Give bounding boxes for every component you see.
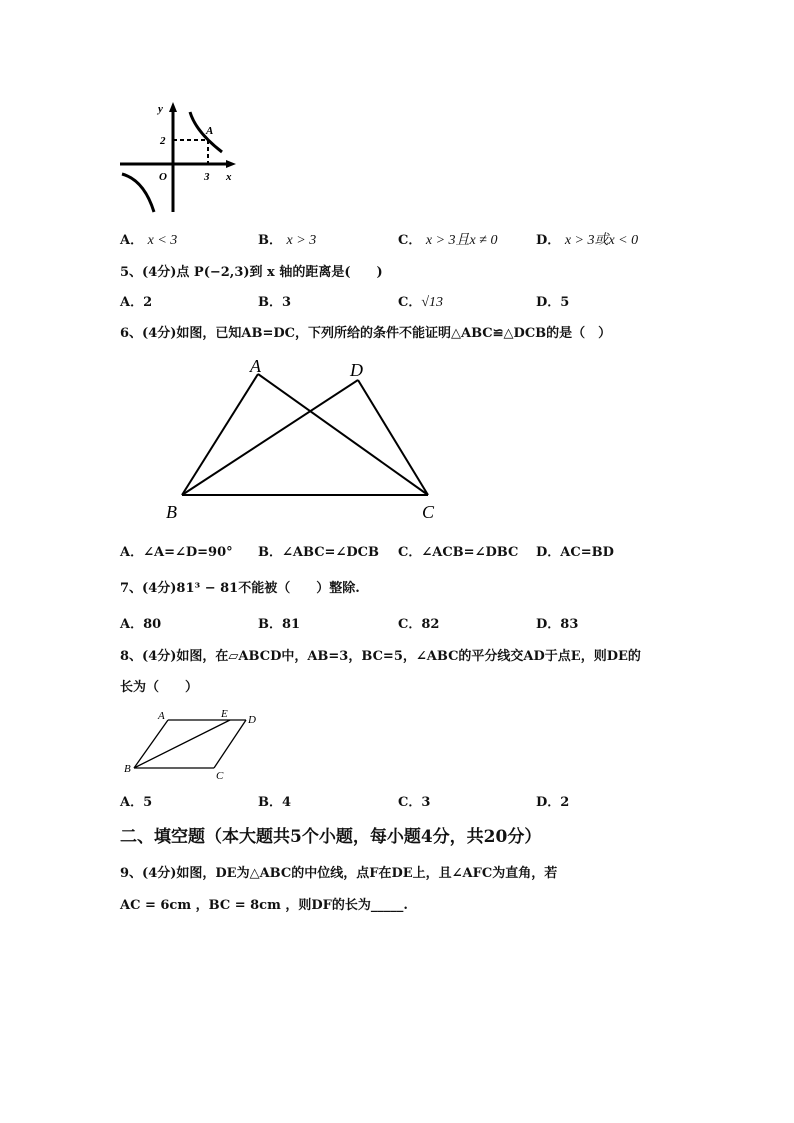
q7-text: 81³ − 81不能被（ ）整除. <box>176 581 360 596</box>
vertex-d-label: D <box>248 714 256 726</box>
vertex-a-label: A <box>158 710 165 722</box>
q7-option-c[interactable]: C．82 <box>398 617 440 632</box>
segment-dc <box>358 380 428 495</box>
vertex-a-label: A <box>250 356 261 376</box>
q4-option-b[interactable]: B． x > 3 <box>258 233 317 248</box>
q8-text: 如图，在▱ABCD中，AB=3，BC=5，∠ABC的平分线交AD于点E，则DE的 <box>176 649 641 664</box>
q8-option-b[interactable]: B．4 <box>258 795 292 810</box>
q5-option-a[interactable]: A．2 <box>120 295 153 310</box>
q4-option-a[interactable]: A． x < 3 <box>120 233 178 248</box>
q7-number: 7、(4分) <box>120 581 177 596</box>
tick-y-label: 2 <box>160 135 166 147</box>
q9-question-line2: AC = 6cm ，BC = 8cm ，则DF的长为_____. <box>120 898 408 913</box>
q6-option-c[interactable]: C．∠ACB=∠DBC <box>398 545 519 560</box>
q5-option-d[interactable]: D．5 <box>536 295 570 310</box>
q6-number: 6、(4分) <box>120 326 177 341</box>
q5-option-c[interactable]: C．√13 <box>398 295 444 310</box>
q6-option-b[interactable]: B．∠ABC=∠DCB <box>258 545 379 560</box>
q4-option-d[interactable]: D． x > 3或x < 0 <box>536 233 639 248</box>
vertex-b-label: B <box>166 502 177 522</box>
segment-ac <box>258 374 428 495</box>
section-heading-fill-in: 二、填空题（本大题共5个小题，每小题4分，共20分） <box>120 827 542 847</box>
q7-option-d[interactable]: D．83 <box>536 617 579 632</box>
tick-x-label: 3 <box>204 171 210 183</box>
q6-question <box>120 322 611 341</box>
segment-be <box>134 720 230 768</box>
q8-parallelogram-figure <box>120 706 270 782</box>
vertex-d-label: D <box>350 360 363 380</box>
q8-option-d[interactable]: D．2 <box>536 795 570 810</box>
vertex-c-label: C <box>216 770 224 782</box>
x-axis-label: x <box>226 171 232 183</box>
q4-hyperbola-figure <box>118 100 242 216</box>
q8-question-line1 <box>120 645 641 664</box>
q8-option-c[interactable]: C．3 <box>398 795 431 810</box>
q6-option-d[interactable]: D．AC=BD <box>536 545 614 560</box>
q8-option-a[interactable]: A．5 <box>120 795 153 810</box>
x-axis-arrow <box>226 160 236 168</box>
q8-number: 8、(4分) <box>120 649 177 664</box>
q5-text: 点 P(−2,3)到 x 轴的距离是( ) <box>176 265 383 280</box>
point-a-label: A <box>206 125 214 137</box>
q5-number: 5、(4分) <box>120 265 177 280</box>
origin-label: O <box>159 171 167 183</box>
q6-triangles-figure <box>160 352 450 527</box>
q6-option-a[interactable]: A．∠A=∠D=90° <box>120 545 233 560</box>
q7-option-b[interactable]: B．81 <box>258 617 301 632</box>
vertex-b-label: B <box>124 763 131 775</box>
side-cd <box>214 720 246 768</box>
hyperbola-branch-left <box>122 174 154 212</box>
q7-option-a[interactable]: A．80 <box>120 617 162 632</box>
q5-question <box>120 261 383 280</box>
q9-number: 9、(4分) <box>120 866 177 881</box>
q7-question <box>120 577 360 596</box>
q5-option-b[interactable]: B．3 <box>258 295 292 310</box>
segment-ab <box>182 374 258 495</box>
q9-question-line1 <box>120 862 557 881</box>
segment-db <box>182 380 358 495</box>
q9-text: 如图，DE为△ABC的中位线，点F在DE上，且∠AFC为直角，若 <box>176 866 558 881</box>
y-axis-label: y <box>158 103 163 115</box>
q6-text: 如图，已知AB=DC，下列所给的条件不能证明△ABC≌△DCB的是（ ） <box>176 326 612 341</box>
side-ab <box>134 720 168 768</box>
q8-question-line2: 长为（ ） <box>120 680 199 695</box>
vertex-e-label: E <box>221 708 228 720</box>
vertex-c-label: C <box>422 502 435 522</box>
q4-option-c[interactable]: C． x > 3且x ≠ 0 <box>398 233 498 248</box>
y-axis-arrow <box>169 102 177 112</box>
